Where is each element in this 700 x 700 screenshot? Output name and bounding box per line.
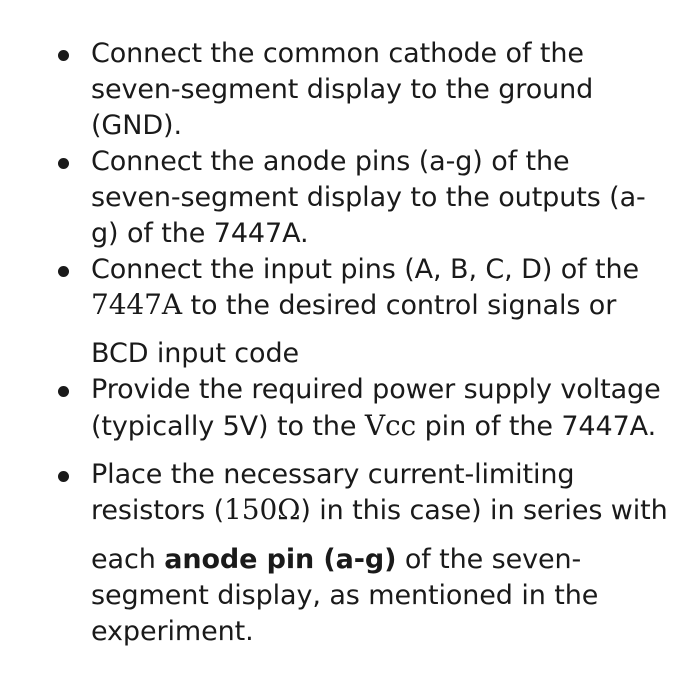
line-segment: to the desired control signals or <box>181 290 617 321</box>
line-text: Place the necessary current-limiting <box>91 459 575 490</box>
bullet-dot <box>58 266 69 277</box>
bold-anode-pin: anode pin (a-g) <box>164 544 397 575</box>
line-segment: each <box>91 544 165 575</box>
line-segment: of the seven- <box>396 544 582 575</box>
bullet-dot <box>58 50 69 61</box>
math-7447a: 7447A <box>91 288 182 321</box>
line-text: Connect the anode pins (a-g) of the <box>91 146 570 177</box>
line-text: Provide the required power supply voltage <box>91 374 661 405</box>
line-text: (GND). <box>91 110 182 141</box>
line-text: seven-segment display to the outputs (a- <box>91 182 646 213</box>
line-text: BCD input code <box>91 338 300 369</box>
line-segment: ) in this case) in series with <box>300 495 668 526</box>
line-text <box>91 408 656 445</box>
line-text: Connect the common cathode of the <box>91 38 584 69</box>
line-text: segment display, as mentioned in the <box>91 580 599 611</box>
line-segment: (typically 5V) to the <box>91 411 365 442</box>
bullet-dot <box>58 471 69 482</box>
line-text: experiment. <box>91 616 254 647</box>
line-text <box>91 287 616 324</box>
line-text: g) of the 7447A. <box>91 218 309 249</box>
bullet-dot <box>58 158 69 169</box>
math-resistance: 150Ω <box>224 493 301 526</box>
bullet-dot <box>58 386 69 397</box>
line-text <box>91 542 581 578</box>
line-segment: resistors ( <box>91 495 225 526</box>
line-segment: pin of the 7447A. <box>416 411 657 442</box>
line-text <box>91 492 668 529</box>
line-text: seven-segment display to the ground <box>91 74 594 105</box>
line-text: Connect the input pins (A, B, C, D) of the <box>91 254 640 285</box>
math-vcc: Vcc <box>364 409 417 442</box>
